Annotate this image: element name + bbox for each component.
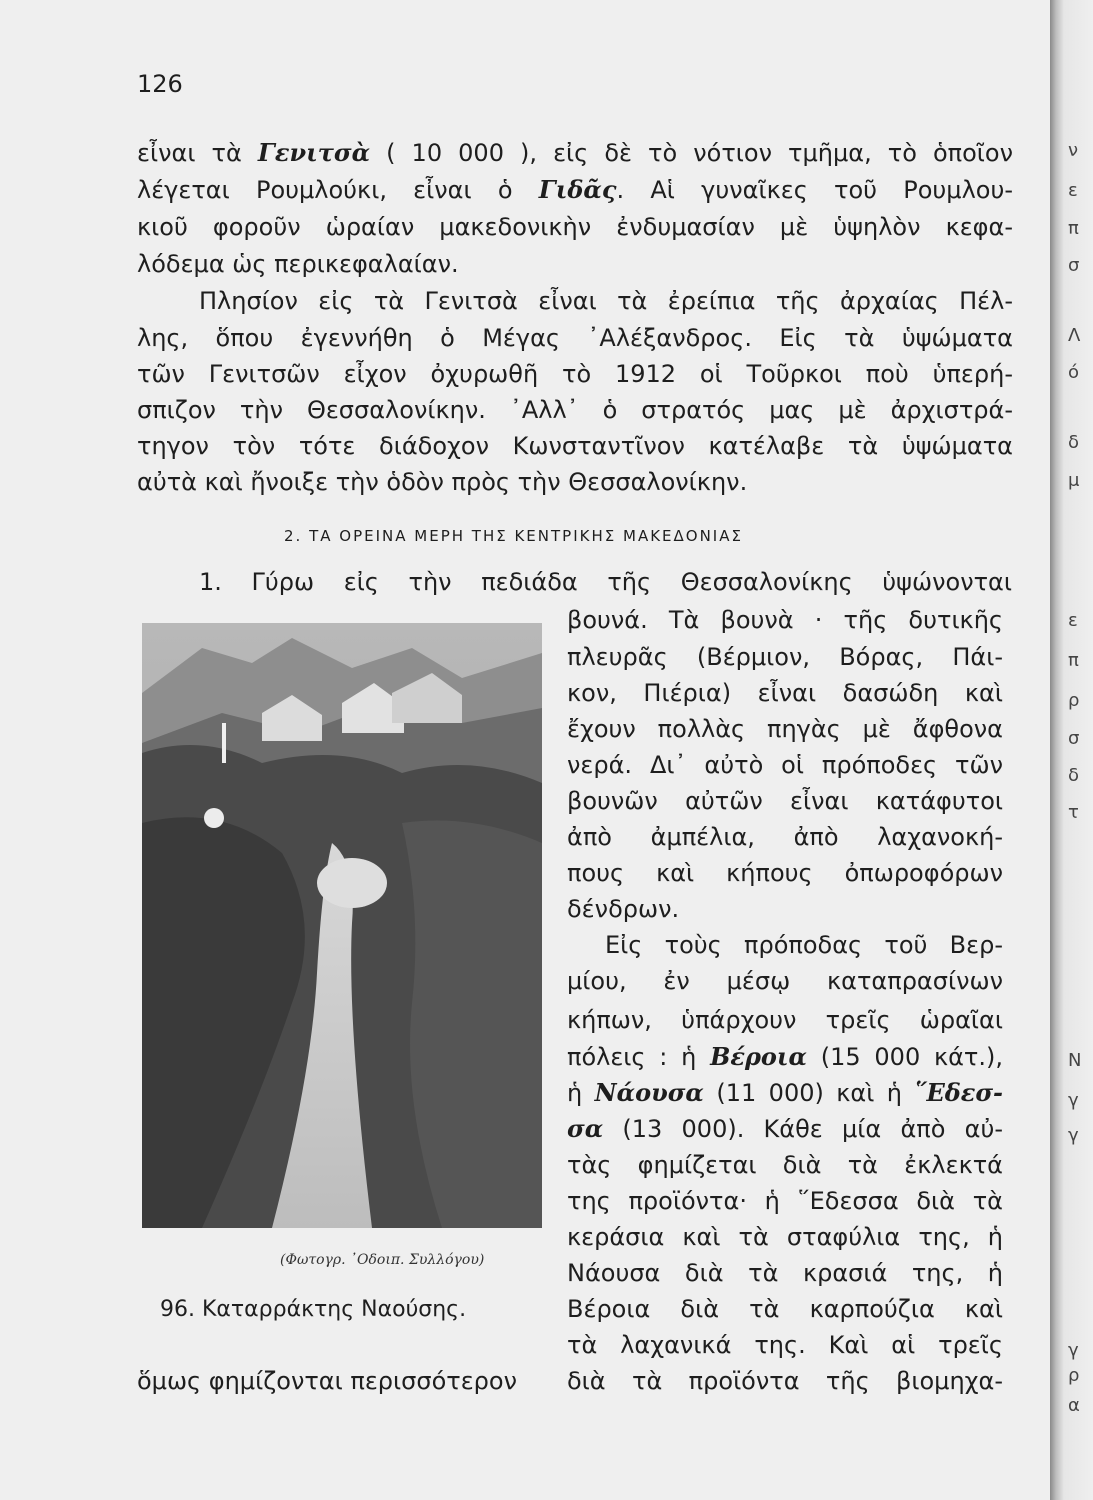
gutter-letter: σ [1068,728,1080,749]
text-span: (13 000). Κάθε μία ἀπὸ αὐ- [603,1115,1003,1143]
emphasized-place-name: σα [567,1114,604,1143]
text-line: τὰς φημίζεται διὰ τὰ ἐκλεκτά [567,1151,1003,1179]
gutter-letter: Λ [1068,325,1081,346]
text-line: σπιζον τὴν Θεσσαλονίκην. ᾿Αλλ᾿ ὁ στρατός μας μὲ ἀρχιστρά- [137,396,1013,424]
waterfall-photo [142,623,542,1228]
text-line: διὰ τὰ προϊόντα τῆς βιομηχα- [567,1367,1003,1395]
gutter-letter: π [1068,650,1079,671]
text-line [567,1042,1003,1071]
text-span: πόλεις : ἡ [567,1043,711,1071]
text-line: βουνῶν αὐτῶν εἶναι κατάφυτοι [567,787,1003,815]
text-line: δένδρων. [567,895,680,923]
text-span: ἡ [567,1079,595,1107]
text-line: βουνά. Τὰ βουνὰ · τῆς δυτικῆς [567,606,1003,634]
text-line: Πλησίον εἰς τὰ Γενιτσὰ εἶναι τὰ ἐρείπια τῆς ἀρχαίας Πέλ- [199,287,1013,315]
gutter-letter: σ [1068,255,1080,276]
text-span: (11 000) καὶ ἡ [703,1079,915,1107]
text-line: τῶν Γενιτσῶν εἶχον ὀχυρωθῆ τὸ 1912 οἱ Τοῦρκοι ποὺ ὑπερή- [137,360,1013,388]
text-line: μίου, ἐν μέσῳ καταπρασίνων [567,967,1003,995]
text-span: λέγεται Ρουμλούκι, εἶναι ὁ [137,176,539,204]
gutter-letter: δ [1068,432,1080,453]
emphasized-place-name: Νάουσα [594,1078,704,1107]
gutter-letter: α [1068,1395,1080,1416]
text-line: λόδεμα ὡς περικεφαλαίαν. [137,250,459,278]
gutter-letter: ν [1068,140,1079,161]
text-line [137,175,1013,204]
text-line: κήπων, ὑπάρχουν τρεῖς ὡραῖαι [567,1006,1003,1034]
gutter-letter: δ [1068,765,1080,786]
text-line: αὐτὰ καὶ ἤνοιξε τὴν ὁδὸν πρὸς τὴν Θεσσαλονίκην. [137,468,748,496]
gutter-letter: γ [1068,1125,1079,1146]
gutter-letter: ρ [1068,690,1080,711]
text-line: Εἰς τοὺς πρόποδας τοῦ Βερ- [605,931,1003,959]
text-line: κιοῦ φοροῦν ὡραίαν μακεδονικὴν ἐνδυμασίαν μὲ ὑψηλὸν κεφα- [137,213,1013,241]
text-span: ( 10 000 ), εἰς δὲ τὸ νότιον τμῆμα, τὸ ὁποῖον [370,139,1013,167]
text-line: της προϊόντα· ἡ ῞Εδεσσα διὰ τὰ [567,1187,1003,1215]
text-span: εἶναι τὰ [137,139,258,167]
gutter-letter: ε [1068,180,1078,201]
adjacent-page-edge [1050,0,1093,1500]
text-line: τηγον τὸν τότε διάδοχον Κωνσταντῖνον κατέλαβε τὰ ὑψώματα [137,432,1013,460]
text-line: ὅμως φημίζονται περισσότερον [137,1367,517,1395]
text-line: λης, ὅπου ἐγεννήθη ὁ Μέγας ᾿Αλέξανδρος. Εἰς τὰ ὑψώματα [137,324,1013,352]
gutter-letter: ρ [1068,1365,1080,1386]
text-line [567,1114,1003,1143]
text-line: Νάουσα διὰ τὰ κρασιά της, ἡ [567,1259,1003,1287]
text-line: τὰ λαχανικά της. Καὶ αἱ τρεῖς [567,1331,1003,1359]
text-line: 1. Γύρω εἰς τὴν πεδιάδα τῆς Θεσσαλονίκης ὑψώνονται [199,568,1012,596]
gutter-letter: Ν [1068,1050,1082,1071]
gutter-letter: τ [1068,802,1079,823]
text-line: πους καὶ κήπους ὀπωροφόρων [567,859,1003,887]
gutter-letter: ό [1068,362,1080,383]
text-line: κον, Πιέρια) εἶναι δασώδη καὶ [567,679,1003,707]
text-line: πλευρᾶς (Βέρμιον, Βόρας, Πάι- [567,643,1003,671]
emphasized-place-name: Γιδᾶς [538,175,617,204]
text-line: ἔχουν πολλὰς πηγὰς μὲ ἄφθονα [567,715,1003,743]
text-line [137,138,1013,167]
text-span: (15 000 κάτ.), [807,1043,1003,1071]
gutter-letter: μ [1068,470,1080,491]
emphasized-place-name: Βέροια [710,1042,807,1071]
gutter-letter: γ [1068,1090,1079,1111]
emphasized-place-name: Γενιτσὰ [257,138,371,167]
text-line [567,1078,1004,1107]
text-span: . Αἱ γυναῖκες τοῦ Ρουμλου- [616,176,1013,204]
text-line: κεράσια καὶ τὰ σταφύλια της, ἡ [567,1223,1003,1251]
gutter-letter: ε [1068,610,1078,631]
waterfall-photo-image [142,623,542,1228]
emphasized-place-name: ῞Εδεσ- [914,1078,1004,1107]
section-heading: 2. ΤΑ ΟΡΕΙΝΑ ΜΕΡΗ ΤΗΣ ΚΕΝΤΡΙΚΗΣ ΜΑΚΕΔΟΝΙΑΣ [284,527,743,545]
text-line: νερά. Δι᾿ αὐτὸ οἱ πρόποδες τῶν [567,751,1003,779]
photo-credit: (Φωτογρ. ᾿Οδοιπ. Συλλόγου) [280,1252,485,1268]
text-line: ἀπὸ ἀμπέλια, ἀπὸ λαχανοκή- [567,823,1003,851]
gutter-letter: γ [1068,1340,1079,1361]
text-line: Βέροια διὰ τὰ καρπούζια καὶ [567,1295,1003,1323]
page-number: 126 [137,70,183,98]
photo-caption: 96. Καταρράκτης Ναούσης. [160,1297,467,1322]
gutter-letter: π [1068,218,1079,239]
